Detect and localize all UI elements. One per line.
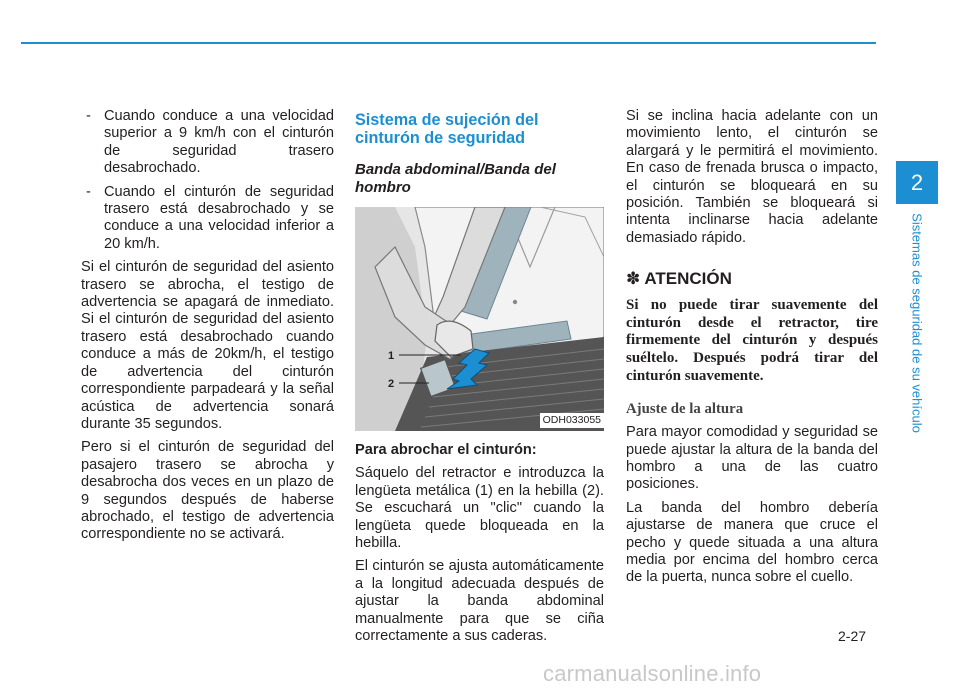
page-number: 2-27 xyxy=(838,628,867,644)
paragraph: Si el cinturón de seguridad del asiento trasero se abrocha, el testigo de advertencia se apagará de inmediato. Si el cinturón de seguridad del asiento trasero está desabrochado cuando conduce a más de 20km/h, el testigo de advertencia del cinturón correspondiente parpadeará y la señal acústica de advertencia sonará durante 35 segundos. xyxy=(81,259,334,432)
bullet-text: Cuando conduce a una velocidad superior a 9 km/h con el cinturón de seguridad trasero desabrochado. xyxy=(104,108,334,177)
header-rule xyxy=(21,42,876,44)
bullet-dash: - xyxy=(86,183,91,200)
paragraph: El cinturón se ajusta automáticamente a la longitud adecuada después de ajustar la banda abdominal manualmente para que se ciña correctamente a sus caderas. xyxy=(355,558,604,645)
chapter-title: Sistemas de seguridad de su vehículo xyxy=(909,213,925,433)
callout-2: 2 xyxy=(388,378,395,390)
paragraph: Para mayor comodidad y seguridad se puede ajustar la altura de la banda del hombro a una de las cuatro posiciones. xyxy=(626,424,878,493)
list-item xyxy=(81,184,334,254)
seatbelt-drawing xyxy=(355,207,604,431)
watermark: carmanualsonline.info xyxy=(543,661,762,686)
section-title: Sistema de sujeción del cinturón de seguridad xyxy=(355,111,539,147)
paragraph: Sáquelo del retractor e introduzca la lengüeta metálica (1) en la hebilla (2). Se escuchará un "clic" cuando la lengüeta quede bloqueada en la hebilla. xyxy=(355,465,604,552)
column-3 xyxy=(626,108,878,593)
paragraph: La banda del hombro debería ajustarse de manera que cruce el pecho y quede situada a una altura media por encima del hombro cerca de la puerta, nunca sobre el cuello. xyxy=(626,499,878,586)
bullet-text: Cuando el cinturón de seguridad trasero está desabrochado y se conduce a una velocidad inferior a 20 km/h. xyxy=(104,183,334,252)
fasten-heading: Para abrochar el cinturón: xyxy=(355,442,537,458)
column-1 xyxy=(81,108,334,550)
figure-code: ODH033055 xyxy=(540,413,604,428)
seatbelt-illustration xyxy=(355,207,604,431)
column-2 xyxy=(355,111,604,651)
warning-title: ✽ ATENCIÓN xyxy=(626,269,732,289)
list-item xyxy=(81,108,334,178)
warning-body: Si no puede tirar suavemente del cinturón desde el retractor, tire firmemente del cinturón y después suéltelo. Después podrá tirar del cinturón suavemente. xyxy=(626,297,878,384)
paragraph: Si se inclina hacia adelante con un movimiento lento, el cinturón se alargará y le permitirá el movimiento. En caso de frenada brusca o impacto, el cinturón se bloqueará en su posición. También se bloqueará si intenta inclinarse hacia adelante demasiado rápido. xyxy=(626,108,878,246)
callout-1: 1 xyxy=(388,350,395,362)
bullet-dash: - xyxy=(86,108,91,124)
height-adjust-title: Ajuste de la altura xyxy=(626,401,744,418)
chapter-tab: 2 xyxy=(896,161,938,204)
paragraph: Pero si el cinturón de seguridad del pasajero trasero se abrocha y desabrocha dos veces en un plazo de 9 segundos después de haberse abrochado, el testigo de advertencia correspondiente no se activará. xyxy=(81,439,334,543)
subsection-title: Banda abdominal/Banda del hombro xyxy=(355,161,556,196)
